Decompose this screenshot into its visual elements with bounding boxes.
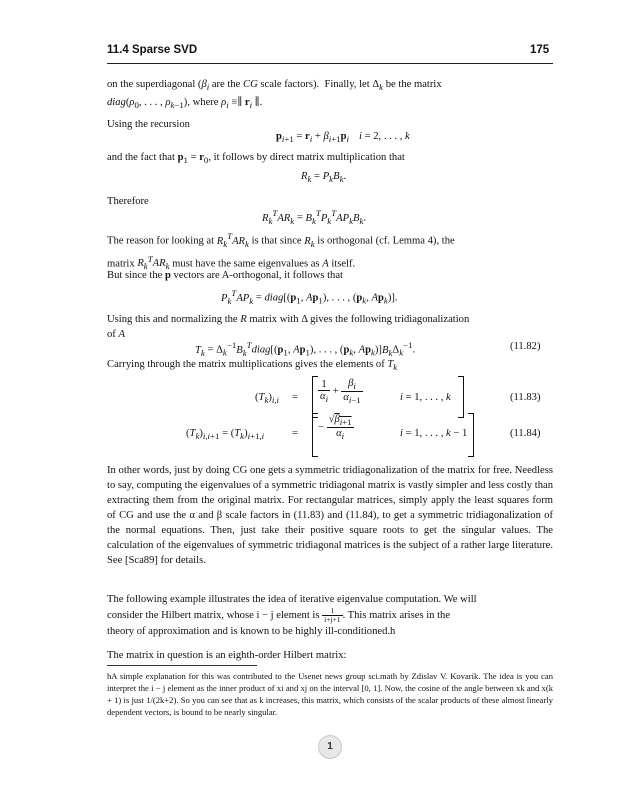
paragraph-hilbert-intro: [107, 592, 553, 639]
paragraph-direct-multiplication: and the fact that $p_1 = r_0$, it follows by direct matrix multiplication that: [107, 152, 405, 166]
equation-83-right-bracket: [458, 376, 464, 418]
paragraph-normalizing: Using this and normalizing the R matrix with Δ gives the following tridiagonalization of A: [107, 314, 470, 340]
equation-84-right-bracket: [468, 413, 474, 457]
footnote-rule: [107, 665, 257, 666]
paragraph-1-line-1: on the superdiagonal ($\beta_i$ are the CG scale factors). Finally, let $\Delta_k$ be the matrix: [107, 79, 442, 93]
paragraph-reason: The reason for looking at $R_k^TAR_k$ is that since $R_k$ is orthogonal (cf. Lemma 4), the matrix $R_k^TAR_k$ must have the same eigenvalues as A itself.: [107, 231, 455, 272]
running-header-section: 11.4 Sparse SVD: [107, 44, 198, 56]
page-badge[interactable]: 1: [318, 735, 342, 759]
paragraph-a-orthogonal: But since the p vectors are A-orthogonal, it follows that: [107, 270, 343, 281]
running-header-page-number: 175: [530, 44, 550, 56]
header-rule: [107, 63, 553, 64]
paragraph-hilbert-line-1: The following example illustrates the idea of iterative eigenvalue computation. We will: [107, 594, 477, 605]
equation-83-lhs: $(T_k)_{i,i}$: [255, 392, 280, 406]
equation-83-range: i = 1, . . . , k: [400, 392, 451, 403]
paragraph-hilbert-line-2: consider the Hilbert matrix, whose i − j element is $\frac{1}{i+j+1}$ . This matrix arises in the: [107, 606, 451, 624]
paragraph-1: [107, 77, 553, 113]
paragraph-therefore: Therefore: [107, 196, 149, 207]
paragraph-other-words: In other words, just by doing CG one gets a symmetric tridiagonalization of the matrix for free. Needless to say, computing the eigenvalues of a symmetric tridiagonal matrix is vastly simpler and less costly than extracting them from the original matrix. For rectangular matrices, simply apply the least squares form of CG and use the α and β scale factors in (11.83) and (11.84), to get a symmetric tridiagonalization of the normal equations. Then, just take their positive square roots to get the singular values. The calculation of the eigenvalues of symmetric tridiagonal matrices is the subject of a rather large literature. See [Sca89] for details.: [107, 465, 553, 566]
equation-84-body: − $\frac{√\beta_{i+1}}{\alpha_i}$: [318, 414, 352, 442]
paragraph-recursion-intro: Using the recursion: [107, 119, 190, 130]
equation-tk: $T_k$ = $\Delta_k^{-1}B_k^Tdiag[(p_1$, $Ap_1$), . . . , ($p_k$, $Ap_k)]B_k\Delta_k^{-1}$.: [195, 340, 416, 358]
equation-recursion: $p_{i+1} = r_i + \beta_{i+1}p_i$: [276, 131, 349, 145]
equation-83-body: $\frac{1}{\alpha_i}$ + $\frac{\beta_i}{\alpha_{i-1}}$: [320, 378, 361, 406]
equation-84-equals: =: [292, 428, 298, 439]
equation-number-11-82: (11.82): [510, 341, 541, 352]
equation-84-range: i = 1, . . . , k − 1: [400, 428, 468, 439]
equation-rk: $R_k = P_kB_k$.: [301, 171, 347, 185]
paragraph-1-line-2: $diag(\rho_0$, . . . , $\rho_{k-1}$), where $\rho_i$ ≡∥ $r_i$ ∥.: [107, 97, 263, 111]
paragraph-eighth-order: The matrix in question is an eighth-order Hilbert matrix:: [107, 650, 347, 661]
paragraph-hilbert-line-3: theory of approximation and is known to be highly ill-conditioned.h: [107, 626, 396, 637]
paragraph-carrying-through: Carrying through the matrix multiplications gives the elements of $T_k$: [107, 359, 398, 373]
equation-therefore: $R_k^TAR_k = B_k^TP_k^TAP_kB_k$.: [262, 208, 367, 226]
footnote: hA simple explanation for this was contributed to the Usenet news group sci.math by Zdislav V. Kovarik. The idea is you can interpret the i − j element as the inner product of xi and xj on the interval [0, 1]. Now, the cosine of the angle between xk and x(k + 1) is just 1/(2k+2). So you can see that as k increases, this matrix, which consists of the scalar products of these almost linearly dependent vectors, is bound to be nearly singular.: [107, 671, 553, 717]
equation-recursion-range: i = 2, . . . , k: [359, 131, 410, 142]
equation-84-lhs: $(T_k)_{i,i+1} = (T_k)_{i+1,i}$: [186, 428, 265, 442]
equation-number-11-84: (11.84): [510, 428, 541, 439]
equation-83-equals: =: [292, 392, 298, 403]
equation-number-11-83: (11.83): [510, 392, 541, 403]
equation-ptap: $P_k^TAP_k$ = $diag[(p_1$, $Ap_1$), . . . , ($p_k$, $Ap_k$)].: [221, 288, 398, 306]
